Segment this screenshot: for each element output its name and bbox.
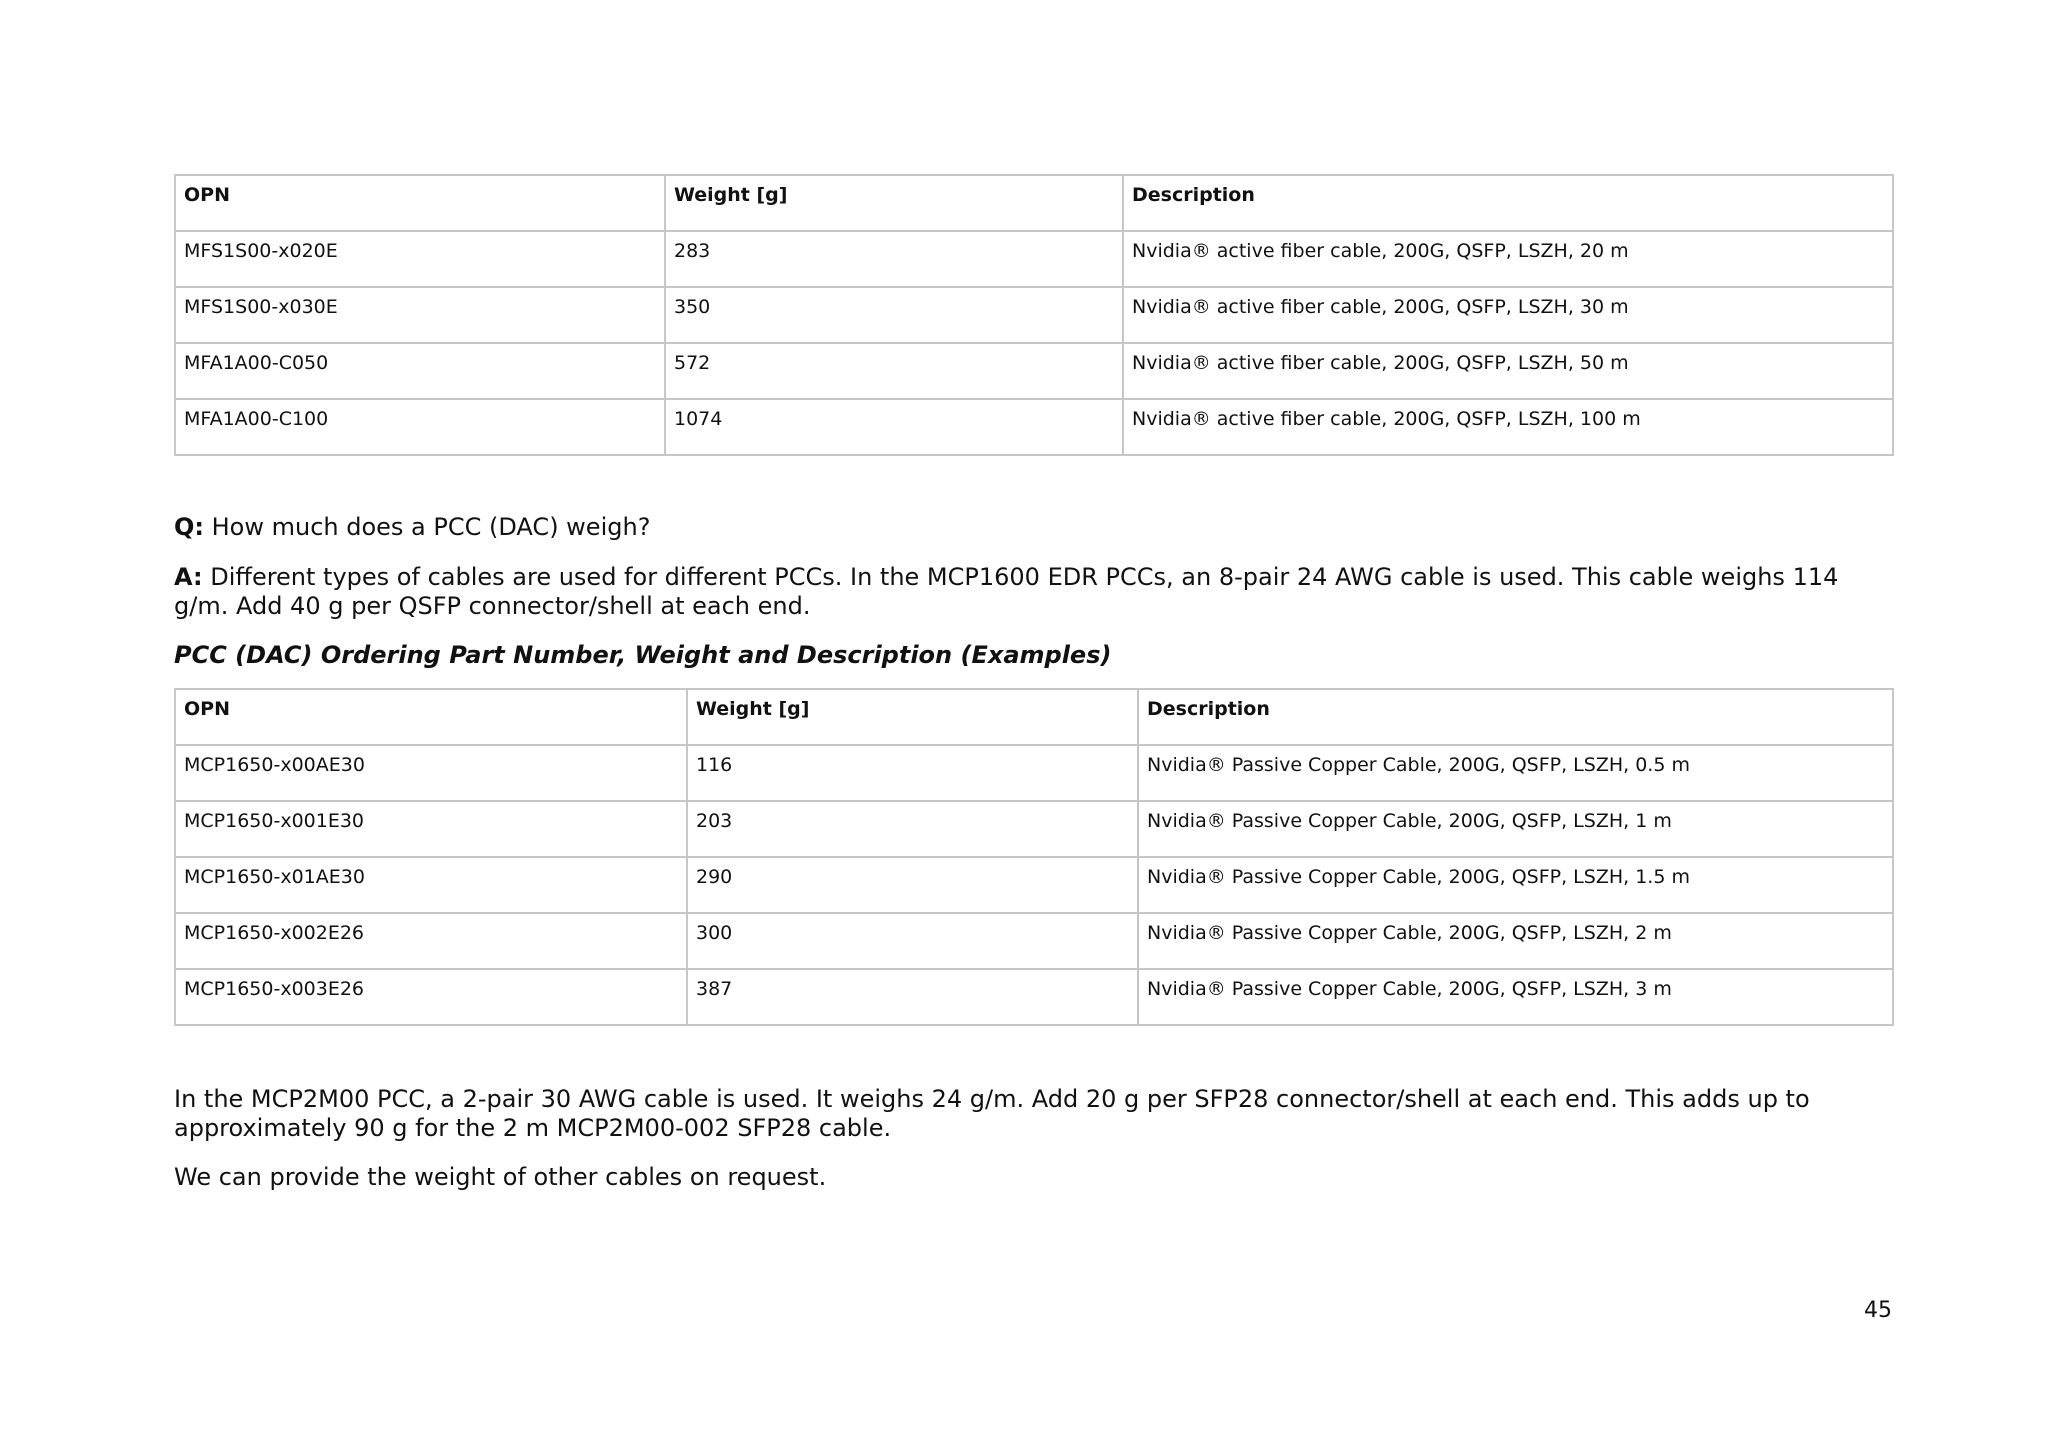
mcp2m00-paragraph: In the MCP2M00 PCC, a 2-pair 30 AWG cable is used. It weighs 24 g/m. Add 20 g per SFP28 connector/shell at each end. This adds up to approximately 90 g for the 2 m MCP2M00-002 SFP28 cable. xyxy=(174,1085,1810,1142)
answer-text: Different types of cables are used for different PCCs. In the MCP1600 EDR PCCs, an 8-pair 24 AWG cable is used. This cable weighs 114 g/m. Add 40 g per QSFP connector/shell at each end. xyxy=(174,563,1839,620)
table-row xyxy=(175,913,1893,969)
cell-weight: 300 xyxy=(687,913,1138,969)
header-weight: Weight [g] xyxy=(687,689,1138,745)
cell-opn: MFS1S00-x030E xyxy=(175,287,665,343)
table-row xyxy=(175,745,1893,801)
cell-description: Nvidia® active fiber cable, 200G, QSFP, LSZH, 100 m xyxy=(1123,399,1893,455)
cell-weight: 350 xyxy=(665,287,1123,343)
page-number: 45 xyxy=(1864,1298,1892,1323)
table-row xyxy=(175,801,1893,857)
header-description: Description xyxy=(1138,689,1893,745)
table-caption: PCC (DAC) Ordering Part Number, Weight and Description (Examples) xyxy=(174,641,1112,669)
cell-description: Nvidia® Passive Copper Cable, 200G, QSFP, LSZH, 1.5 m xyxy=(1138,857,1893,913)
answer-paragraph xyxy=(174,563,1892,621)
cell-opn: MCP1650-x003E26 xyxy=(175,969,687,1025)
question-text: How much does a PCC (DAC) weigh? xyxy=(204,513,651,541)
cell-weight: 290 xyxy=(687,857,1138,913)
cell-opn: MFS1S00-x020E xyxy=(175,231,665,287)
header-description: Description xyxy=(1123,175,1893,231)
cell-description: Nvidia® Passive Copper Cable, 200G, QSFP, LSZH, 2 m xyxy=(1138,913,1893,969)
cell-weight: 203 xyxy=(687,801,1138,857)
cell-description: Nvidia® Passive Copper Cable, 200G, QSFP, LSZH, 1 m xyxy=(1138,801,1893,857)
table-row xyxy=(175,969,1893,1025)
cell-opn: MCP1650-x00AE30 xyxy=(175,745,687,801)
cell-description: Nvidia® Passive Copper Cable, 200G, QSFP, LSZH, 3 m xyxy=(1138,969,1893,1025)
cell-weight: 387 xyxy=(687,969,1138,1025)
cell-opn: MFA1A00-C100 xyxy=(175,399,665,455)
answer-label: A: xyxy=(174,563,203,591)
question-label: Q: xyxy=(174,513,204,541)
aoc-weight-table xyxy=(174,174,1894,456)
cell-weight: 116 xyxy=(687,745,1138,801)
cell-description: Nvidia® Passive Copper Cable, 200G, QSFP, LSZH, 0.5 m xyxy=(1138,745,1893,801)
table-row xyxy=(175,287,1893,343)
header-weight: Weight [g] xyxy=(665,175,1123,231)
cell-opn: MFA1A00-C050 xyxy=(175,343,665,399)
cell-weight: 283 xyxy=(665,231,1123,287)
question-paragraph xyxy=(174,513,1892,542)
table-row xyxy=(175,231,1893,287)
cell-weight: 572 xyxy=(665,343,1123,399)
cell-opn: MCP1650-x001E30 xyxy=(175,801,687,857)
cell-description: Nvidia® active fiber cable, 200G, QSFP, LSZH, 30 m xyxy=(1123,287,1893,343)
cell-description: Nvidia® active fiber cable, 200G, QSFP, LSZH, 50 m xyxy=(1123,343,1893,399)
dac-weight-table xyxy=(174,688,1894,1026)
table-row xyxy=(175,857,1893,913)
header-opn: OPN xyxy=(175,175,665,231)
table-header-row xyxy=(175,175,1893,231)
table-row xyxy=(175,343,1893,399)
cell-opn: MCP1650-x002E26 xyxy=(175,913,687,969)
table-row xyxy=(175,399,1893,455)
cell-opn: MCP1650-x01AE30 xyxy=(175,857,687,913)
header-opn: OPN xyxy=(175,689,687,745)
table-header-row xyxy=(175,689,1893,745)
cell-weight: 1074 xyxy=(665,399,1123,455)
request-paragraph: We can provide the weight of other cables on request. xyxy=(174,1163,827,1191)
cell-description: Nvidia® active fiber cable, 200G, QSFP, LSZH, 20 m xyxy=(1123,231,1893,287)
